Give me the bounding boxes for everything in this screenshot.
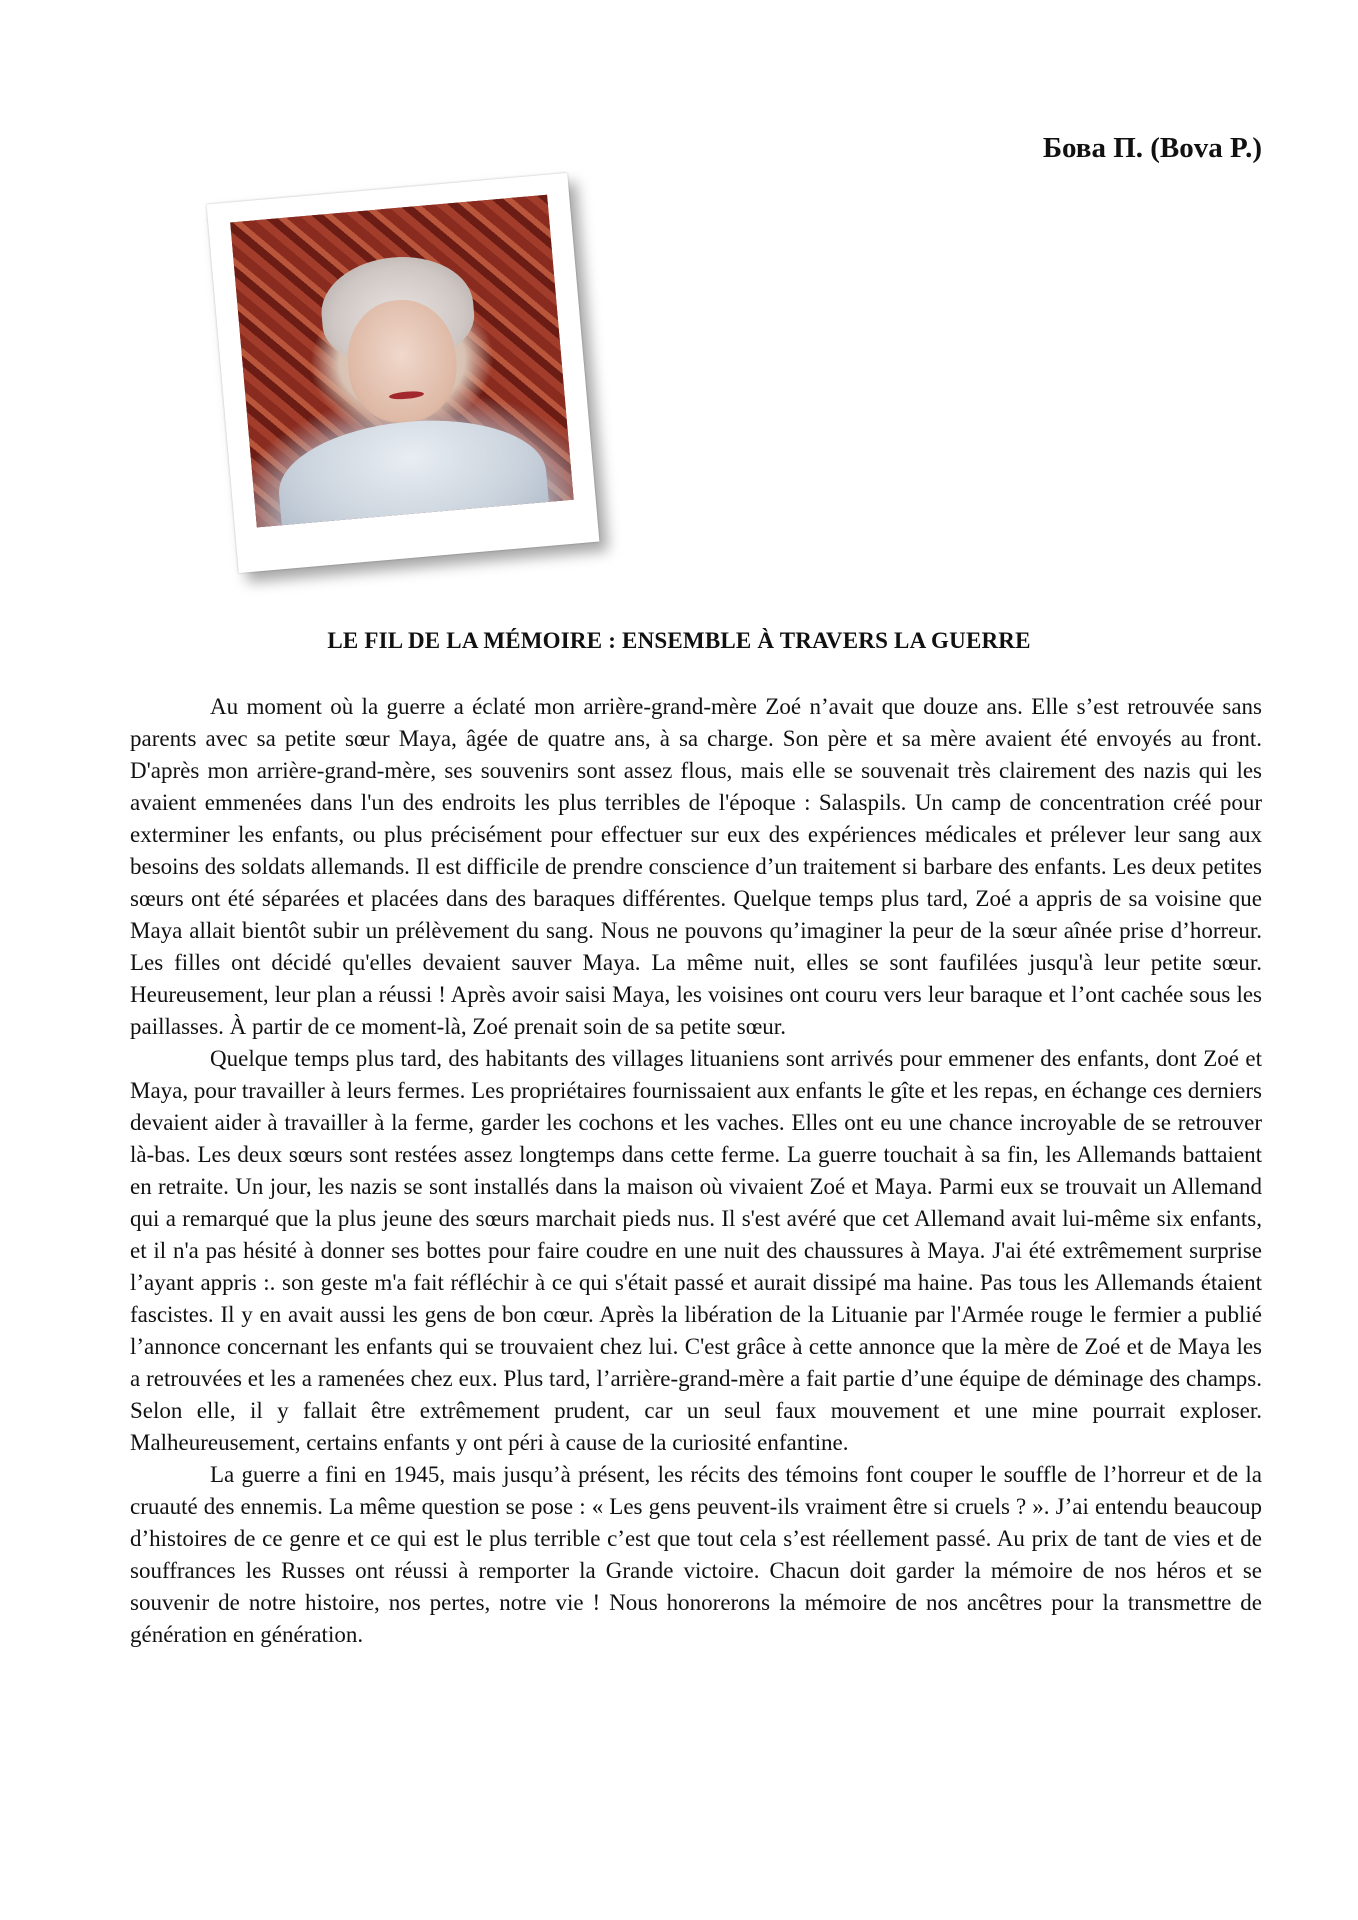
portrait-shoulders	[274, 410, 551, 527]
paragraph-1: Au moment où la guerre a éclaté mon arrière-grand-mère Zoé n’avait que douze ans. Elle s’est retrouvée sans parents avec sa petite sœur Maya, âgée de quatre ans, à sa charge. Son père et sa mère avaient été envoyés au front. D'après mon arrière-grand-mère, ses souvenirs sont assez flous, mais elle se souvenait très clairement des nazis qui les avaient emmenées dans l'un des endroits les plus terribles de l'époque : Salaspils. Un camp de concentration créé pour exterminer les enfants, ou plus précisément pour effectuer sur eux des expériences médicales et prélever leur sang aux besoins des soldats allemands. Il est difficile de prendre conscience d’un traitement si barbare des enfants. Les deux petites sœurs ont été séparées et placées dans des baraques différentes. Quelque temps plus tard, Zoé a appris de sa voisine que Maya allait bientôt subir un prélèvement du sang. Nous ne pouvons qu’imaginer la peur de la sœur aînée prise d’horreur. Les filles ont décidé qu'elles devaient sauver Maya. La même nuit, elles se sont faufilées jusqu'à leur petite sœur. Heureusement, leur plan a réussi ! Après avoir saisi Maya, les voisines ont couru vers leur baraque et l’ont cachée sous les paillasses. À partir de ce moment-là, Zoé prenait soin de sa petite sœur.	[130, 694, 1262, 1039]
portrait-photo-frame	[207, 173, 600, 573]
author-name: Бова П. (Bova P.)	[1042, 132, 1262, 164]
article-title: LE FIL DE LA MÉMOIRE : ENSEMBLE À TRAVERS LA GUERRE	[327, 628, 1031, 653]
article-body	[130, 691, 1262, 1651]
paragraph-3: La guerre a fini en 1945, mais jusqu’à présent, les récits des témoins font couper le souffle de l’horreur et de la cruauté des ennemis. La même question se pose : « Les gens peuvent-ils vraiment être si cruels ? ». J’ai entendu beaucoup d’histoires de ce genre et ce qui est le plus terrible c’est que tout cela s’est réellement passé. Au prix de tant de vies et de souffrances les Russes ont réussi à remporter la Grande victoire. Chacun doit garder la mémoire de nos héros et se souvenir de notre histoire, nos pertes, notre vie ! Nous honorerons la mémoire de nos ancêtres pour la transmettre de génération en génération.	[130, 1462, 1262, 1647]
paragraph-2: Quelque temps plus tard, des habitants des villages lituaniens sont arrivés pour emmener des enfants, dont Zoé et Maya, pour travailler à leurs fermes. Les propriétaires fournissaient aux enfants le gîte et les repas, en échange ces derniers devaient aider à travailler à la ferme, garder les cochons et les vaches. Elles ont eu une chance incroyable de se retrouver là-bas. Les deux sœurs sont restées assez longtemps dans cette ferme. La guerre touchait à sa fin, les Allemands battaient en retraite. Un jour, les nazis se sont installés dans la maison où vivaient Zoé et Maya. Parmi eux se trouvait un Allemand qui a remarqué que la plus jeune des sœurs marchait pieds nus. Il s'est avéré que cet Allemand avait lui-même six enfants, et il n'a pas hésité à donner ses bottes pour faire coudre en une nuit des chaussures à Maya. J'ai été extrêmement surprise l’ayant appris :. son geste m'a fait réfléchir à ce qui s'était passé et aurait dissipé ma haine. Pas tous les Allemands étaient fascistes. Il y en avait aussi les gens de bon cœur. Après la libération de la Lituanie par l'Armée rouge le fermier a publié l’annonce concernant les enfants qui se trouvaient chez lui. C'est grâce à cette annonce que la mère de Zoé et de Maya les a retrouvées et les a ramenées chez eux. Plus tard, l’arrière-grand-mère a fait partie d’une équipe de déminage des champs. Selon elle, il y fallait être extrêmement prudent, car un seul faux mouvement et une mine pourrait exploser. Malheureusement, certains enfants y ont péri à cause de la curiosité enfantine.	[130, 1046, 1262, 1455]
portrait-photo	[230, 195, 573, 528]
